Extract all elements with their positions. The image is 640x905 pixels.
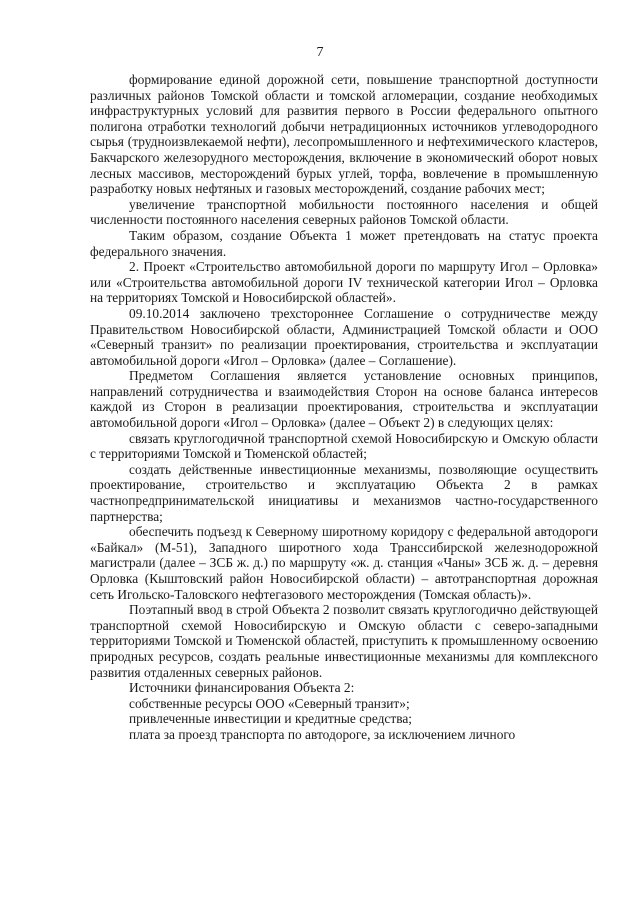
paragraph-mobility: увеличение транспортной мобильности постоянного населения и общей численности постоянного населения северных районов Томской области.: [90, 196, 598, 228]
paragraph-toll-fee: плата за проезд транспорта по автодороге, за исключением личного: [129, 726, 516, 742]
paragraph-agreement-subject: Предметом Соглашения является установление основных принципов, направлений сотрудничества и взаимодействия Сторон на основе баланса интересов каждой из Сторон в реализации проектирования, строительства и эксплуатации автомобильной дороги «Игол – Орловка» (далее – Объект 2) в следующих целях:: [90, 368, 598, 431]
page-number: 7: [316, 45, 324, 60]
paragraph-goal-mechanisms: создать действенные инвестиционные механизмы, позволяющие осуществить проектирование, строительство и эксплуатацию Объекта 2 в рамках частнопредпринимательской инициативы и механизмов частно-государственного партнерства;: [90, 461, 598, 524]
paragraph-federal-status: Таким образом, создание Объекта 1 может претендовать на статус проекта федерального значения.: [90, 227, 598, 259]
paragraph-agreement: 09.10.2014 заключено трехстороннее Соглашение о сотрудничестве между Правительством Новосибирской области, Администрацией Томской области и ООО «Северный транзит» по реализации проектирования, строительства и эксплуатации автомобильной дороги «Игол – Орловка» (далее – Соглашение).: [90, 305, 598, 368]
paragraph-goal-connect: связать круглогодичной транспортной схемой Новосибирскую и Омскую области с территориями Томской и Тюменской областей;: [90, 430, 598, 462]
document-body: [90, 72, 598, 743]
paragraph-goal-access: обеспечить подъезд к Северному широтному коридору с федеральной автодороги «Байкал» (М-51), Западного широтного хода Транссибирской железнодорожной магистрали (далее – ЗСБ ж. д.) по маршруту «ж. д. станция «Чаны» ЗСБ ж. д. – деревня Орловка (Кыштовский район Новосибирской области) – автотранспортная дорожная сеть Игольско-Таловского нефтегазового месторождения (Томская область)».: [90, 524, 598, 602]
paragraph-investments: привлеченные инвестиции и кредитные средства;: [129, 711, 413, 727]
paragraph-phased-commissioning: Поэтапный ввод в строй Объекта 2 позволит связать круглогодично действующей транспортной схемой Новосибирскую и Омскую области с северо-западными территориями Томской и Тюменской областей, приступить к промышленному освоению природных ресурсов, создать реальные инвестиционные механизмы для комплексного развития отдаленных северных районов.: [90, 602, 598, 680]
paragraph-own-resources: собственные ресурсы ООО «Северный транзит»;: [129, 695, 410, 711]
paragraph-funding-sources: Источники финансирования Объекта 2:: [129, 680, 355, 696]
paragraph-project-2-title: 2. Проект «Строительство автомобильной дороги по маршруту Игол – Орловка» или «Строительства автомобильной дороги IV технической категории Игол – Орловка на территориях Томской и Новосибирской областей».: [90, 259, 598, 306]
paragraph-network-formation: формирование единой дорожной сети, повышение транспортной доступности различных районов Томской области и томской агломерации, создание необходимых инфраструктурных условий для развития первого в России федерального опытного полигона отработки технологий добычи нетрадиционных источников углеводородного сырья (трудноизвлекаемой нефти), лесопромышленного и нефтехимического кластеров, Бакчарского железорудного месторождения, включение в экономический оборот новых лесных массивов, месторождений бурых углей, торфа, вовлечение в промышленную разработку новых нефтяных и газовых месторождений, создание рабочих мест;: [90, 72, 598, 197]
